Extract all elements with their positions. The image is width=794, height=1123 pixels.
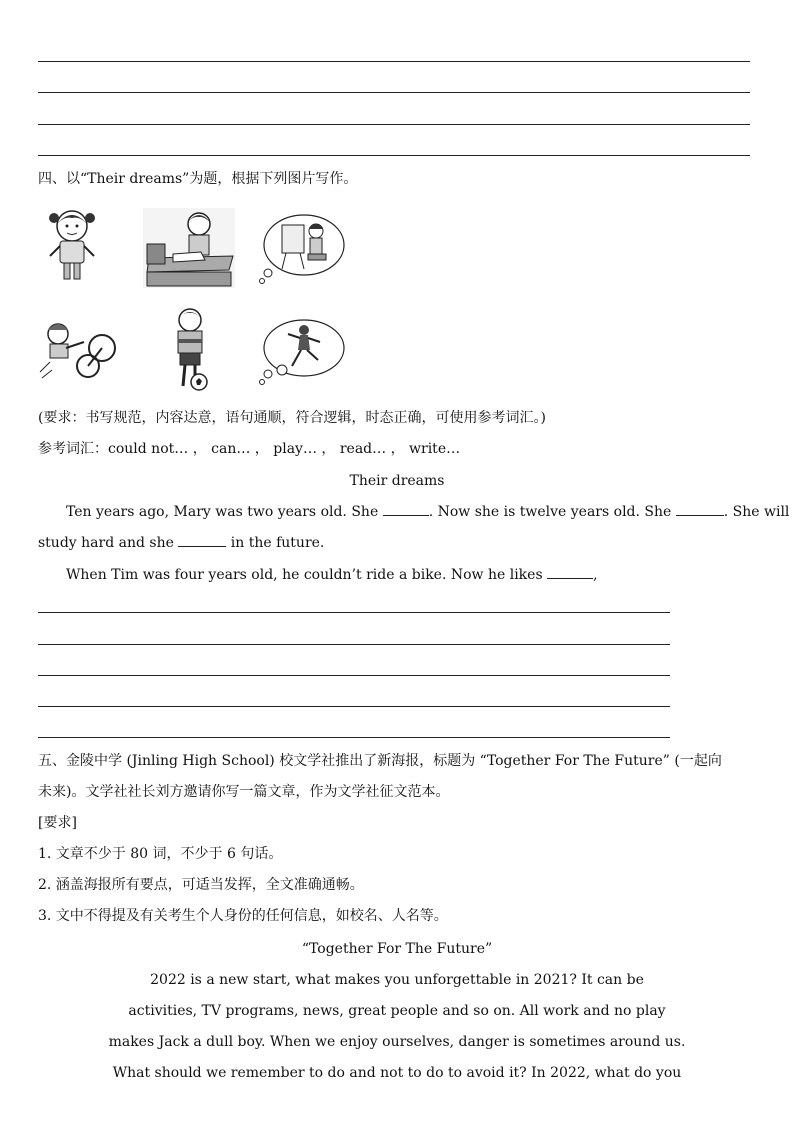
answer-blank[interactable] <box>547 566 593 579</box>
poster-line: makes Jack a dull boy. When we enjoy ourselves, danger is sometimes around us. <box>108 1034 686 1050</box>
section5-heading: 五、金陵中学 (Jinling High School) 校文学社推出了新海报，标题为 “Together For The Future” (一起向 <box>38 753 722 769</box>
essay-text: , <box>593 567 598 583</box>
writing-line <box>38 61 750 62</box>
boy-fallen-bike-illustration <box>36 318 122 382</box>
section4-heading: 四、以“Their dreams”为题，根据下列图片写作。 <box>38 171 358 187</box>
dream-painting-illustration <box>258 207 346 285</box>
essay-paragraph-2 <box>66 566 598 584</box>
boy-writing-illustration <box>143 208 235 288</box>
essay-text: in the future. <box>226 535 325 551</box>
writing-line <box>38 124 750 125</box>
section5-requirements-label: [要求] <box>38 815 77 831</box>
section5-requirement-1: 1. 文章不少于 80 词，不少于 6 句话。 <box>38 846 283 862</box>
writing-line[interactable] <box>38 644 670 645</box>
essay-text: study hard and she <box>38 535 179 551</box>
essay-paragraph-1 <box>66 503 789 521</box>
boy-football-illustration <box>165 306 215 392</box>
essay-text: When Tim was four years old, he couldn’t ride a bike. Now he likes <box>66 567 548 583</box>
poster-title: “Together For The Future” <box>301 941 493 957</box>
poster-line: 2022 is a new start, what makes you unforgettable in 2021? It can be <box>150 972 644 988</box>
writing-line[interactable] <box>38 706 670 707</box>
section5-requirement-2: 2. 涵盖海报所有要点，可适当发挥，全文准确通畅。 <box>38 877 364 893</box>
section5-heading-cont: 未来)。文学社社长刘方邀请你写一篇文章，作为文学社征文范本。 <box>38 784 450 800</box>
writing-line[interactable] <box>38 737 670 738</box>
writing-line <box>38 92 750 93</box>
section4-vocabulary: 参考词汇：could not… ， can… ， play… ， read… ， write… <box>38 441 461 457</box>
writing-line <box>38 155 750 156</box>
answer-blank[interactable] <box>676 503 724 516</box>
poster-line: activities, TV programs, news, great people and so on. All work and no play <box>128 1003 666 1019</box>
essay-text: . She will <box>723 504 790 520</box>
answer-blank[interactable] <box>383 503 429 516</box>
section4-requirements: (要求：书写规范，内容达意，语句通顺，符合逻辑，时态正确，可使用参考词汇。) <box>38 410 546 426</box>
girl-illustration <box>40 204 104 284</box>
essay-text: . Now she is twelve years old. She <box>428 504 676 520</box>
essay-title: Their dreams <box>349 473 445 489</box>
section5-requirement-3: 3. 文中不得提及有关考生个人身份的任何信息，如校名、人名等。 <box>38 908 448 924</box>
dream-footballer-illustration <box>256 316 348 386</box>
essay-paragraph-1-cont <box>38 534 324 552</box>
writing-line[interactable] <box>38 675 670 676</box>
answer-blank[interactable] <box>178 534 226 547</box>
writing-line[interactable] <box>38 612 670 613</box>
poster-line: What should we remember to do and not to do to avoid it? In 2022, what do you <box>112 1065 682 1081</box>
essay-text: Ten years ago, Mary was two years old. She <box>66 504 383 520</box>
